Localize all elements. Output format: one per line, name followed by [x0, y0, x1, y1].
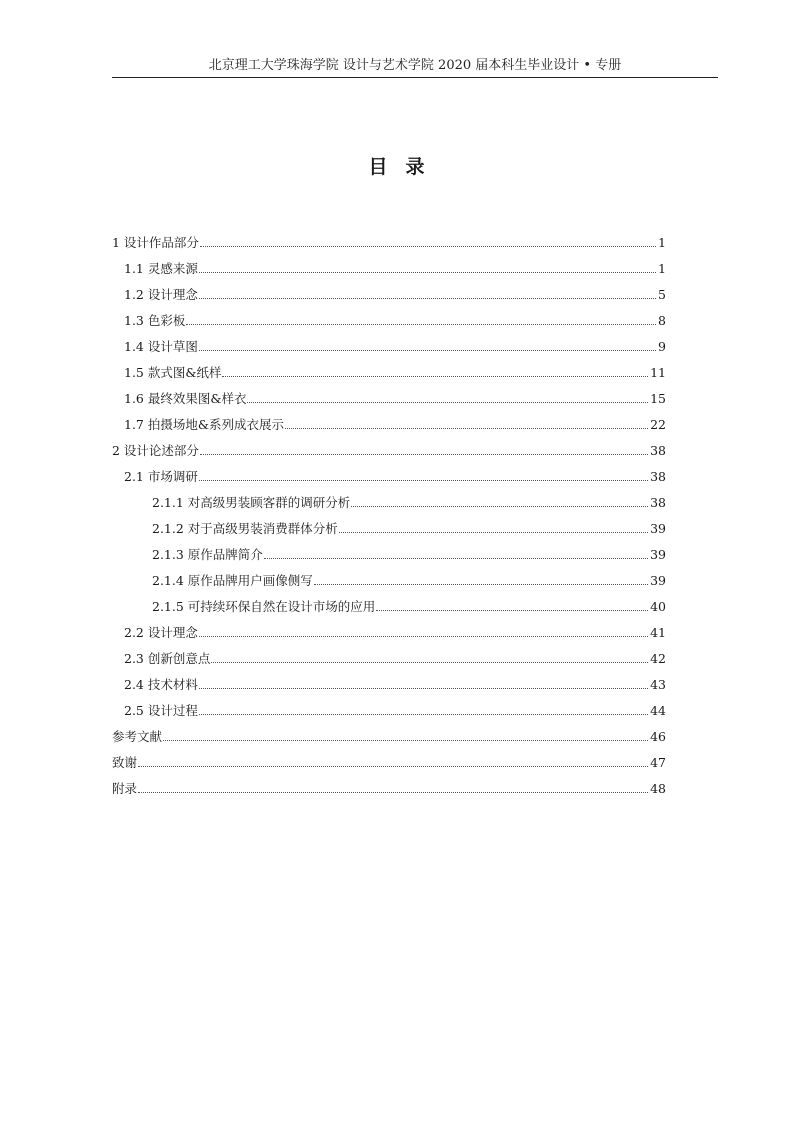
toc-entry-page-number: 44 — [650, 703, 666, 718]
toc-entry[interactable] — [124, 620, 666, 646]
toc-entry-page-number: 38 — [650, 495, 666, 510]
toc-entry-label: 1.7 拍摄场地&系列成衣展示 — [124, 417, 284, 432]
toc-entry-page-number: 43 — [650, 677, 666, 692]
toc-entry-page-number: 39 — [650, 547, 666, 562]
toc-entry-page-number: 15 — [650, 391, 666, 406]
toc-entry-page-number: 1 — [658, 235, 666, 250]
page-title: 目录 — [368, 156, 443, 178]
toc-entry[interactable] — [112, 438, 666, 464]
dot-leader — [211, 662, 648, 663]
toc-entry-page-number: 39 — [650, 521, 666, 536]
toc-entry-page-number: 8 — [658, 313, 666, 328]
dot-leader — [163, 740, 648, 741]
toc-entry[interactable] — [152, 516, 666, 542]
toc-entry-label: 1.2 设计理念 — [124, 287, 198, 302]
dot-leader — [186, 324, 656, 325]
toc-entry[interactable] — [124, 464, 666, 490]
toc-entry-page-number: 42 — [650, 651, 666, 666]
toc-entry-label: 1.5 款式图&纸样 — [124, 365, 222, 380]
dot-leader — [285, 428, 648, 429]
toc-entry[interactable] — [124, 282, 666, 308]
toc-entry[interactable] — [124, 386, 666, 412]
toc-entry[interactable] — [124, 360, 666, 386]
toc-entry[interactable] — [152, 542, 666, 568]
toc-entry-label: 2.4 技术材料 — [124, 677, 198, 692]
toc-entry-label: 1.4 设计草图 — [124, 339, 198, 354]
toc-entry-page-number: 38 — [650, 469, 666, 484]
toc-entry-page-number: 48 — [650, 781, 666, 796]
toc-entry-label: 1.1 灵感来源 — [124, 261, 198, 276]
dot-leader — [199, 298, 656, 299]
toc-entry-label: 1.6 最终效果图&样衣 — [124, 391, 247, 406]
toc-entry-label: 2.2 设计理念 — [124, 625, 198, 640]
toc-entry-page-number: 5 — [658, 287, 666, 302]
toc-entry-label: 2.1.1 对高级男装顾客群的调研分析 — [152, 495, 351, 510]
toc-entry-label: 2.1 市场调研 — [124, 469, 198, 484]
toc-entry-page-number: 22 — [650, 417, 666, 432]
toc-entry-label: 2.1.3 原作品牌简介 — [152, 547, 263, 562]
dot-leader — [199, 480, 648, 481]
dot-leader — [264, 558, 648, 559]
dot-leader — [200, 246, 656, 247]
toc-entry[interactable] — [152, 490, 666, 516]
toc-entry[interactable] — [124, 308, 666, 334]
toc-entry[interactable] — [112, 776, 666, 802]
dot-leader — [247, 402, 648, 403]
toc-entry-page-number: 47 — [650, 755, 666, 770]
toc-entry-label: 1.3 色彩板 — [124, 313, 186, 328]
toc-entry[interactable] — [124, 334, 666, 360]
toc-entry-page-number: 39 — [650, 573, 666, 588]
toc-entry-label: 2.1.4 原作品牌用户画像侧写 — [152, 573, 313, 588]
toc-entry-label: 2.1.5 可持续环保自然在设计市场的应用 — [152, 599, 376, 614]
toc-entry[interactable] — [152, 594, 666, 620]
dot-leader — [138, 766, 648, 767]
toc-entry-label: 参考文献 — [112, 729, 163, 744]
toc-entry[interactable] — [152, 568, 666, 594]
toc-entry-page-number: 40 — [650, 599, 666, 614]
toc-entry-label: 2.1.2 对于高级男装消费群体分析 — [152, 521, 338, 536]
toc-entry[interactable] — [124, 646, 666, 672]
toc-entry-label: 附录 — [112, 781, 138, 796]
toc-entry-page-number: 9 — [658, 339, 666, 354]
toc-entry[interactable] — [124, 412, 666, 438]
toc-entry-page-number: 41 — [650, 625, 666, 640]
toc-entry[interactable] — [112, 230, 666, 256]
dot-leader — [200, 454, 648, 455]
dot-leader — [199, 714, 648, 715]
dot-leader — [199, 688, 648, 689]
toc-entry-page-number: 38 — [650, 443, 666, 458]
dot-leader — [222, 376, 648, 377]
toc-entry[interactable] — [124, 256, 666, 282]
dot-leader — [199, 350, 656, 351]
dot-leader — [339, 532, 648, 533]
toc-entry-label: 致谢 — [112, 755, 138, 770]
toc-entry[interactable] — [112, 750, 666, 776]
toc-entry-page-number: 1 — [658, 261, 666, 276]
dot-leader — [351, 506, 648, 507]
dot-leader — [376, 610, 648, 611]
toc-entry[interactable] — [124, 698, 666, 724]
toc-entry-label: 2.5 设计过程 — [124, 703, 198, 718]
toc-entry[interactable] — [124, 672, 666, 698]
toc-entry-label: 2 设计论述部分 — [112, 443, 199, 458]
running-header: 北京理工大学珠海学院 设计与艺术学院 2020 届本科生毕业设计 • 专册 — [208, 58, 622, 73]
toc-entry-label: 1 设计作品部分 — [112, 235, 199, 250]
toc-entry-label: 2.3 创新创意点 — [124, 651, 211, 666]
dot-leader — [138, 792, 648, 793]
dot-leader — [199, 272, 656, 273]
toc-entry-page-number: 11 — [650, 365, 666, 380]
dot-leader — [314, 584, 648, 585]
toc-entry-page-number: 46 — [650, 729, 666, 744]
header-rule — [112, 77, 718, 78]
dot-leader — [199, 636, 648, 637]
toc-entry[interactable] — [112, 724, 666, 750]
